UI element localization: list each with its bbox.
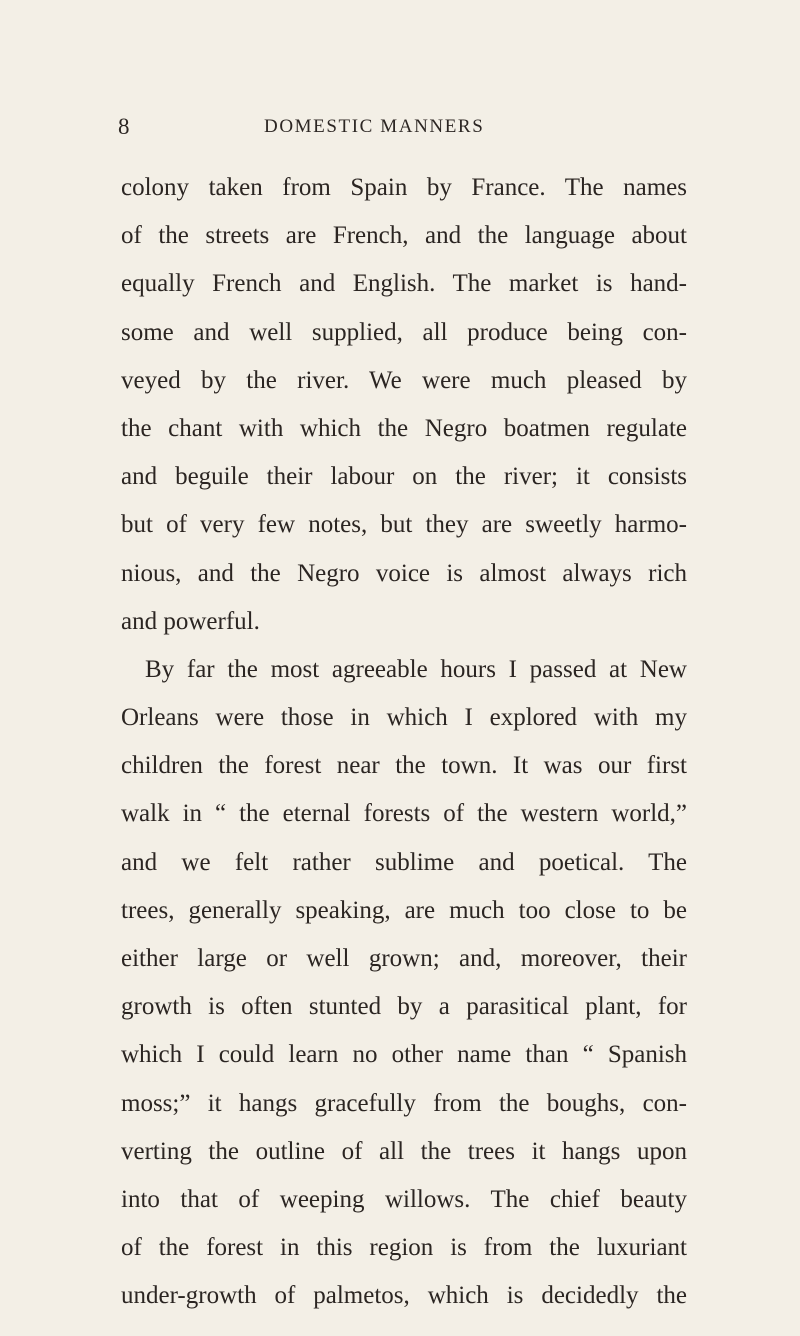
text-line: children the forest near the town. It was our first [121, 752, 687, 780]
page-number: 8 [118, 114, 130, 139]
text-line: of the forest in this region is from the luxuriant [121, 1234, 687, 1262]
text-line: moss;” it hangs gracefully from the boughs, con- [121, 1089, 687, 1117]
text-line: Orleans were those in which I explored with my [121, 704, 687, 732]
text-line: either large or well grown; and, moreover, their [121, 945, 687, 972]
text-line: walk in “ the eternal forests of the western world,” [121, 800, 687, 828]
text-line: under-growth of palmetos, which is decidedly the [121, 1282, 687, 1310]
page-header [118, 112, 678, 142]
text-line: verting the outline of all the trees it hangs upon [121, 1137, 687, 1165]
text-line: veyed by the river. We were much pleased by [121, 366, 687, 394]
text-line: of the streets are French, and the language about [121, 222, 687, 250]
text-line: growth is often stunted by a parasitical plant, for [121, 993, 687, 1021]
body-text [121, 164, 687, 1321]
text-line: trees, generally speaking, are much too close to be [121, 896, 687, 924]
text-line: and beguile their labour on the river; it consists [121, 463, 687, 491]
text-line: colony taken from Spain by France. The names [121, 174, 687, 201]
text-line: equally French and English. The market is hand- [121, 270, 687, 298]
text-line: nious, and the Negro voice is almost always rich [121, 559, 687, 587]
running-head: DOMESTIC MANNERS [264, 116, 485, 137]
paragraph-start-line: By far the most agreeable hours I passed at New [145, 655, 687, 683]
paragraph-end-line: and powerful. [121, 607, 260, 635]
text-line: which I could learn no other name than “ Spanish [121, 1041, 687, 1069]
text-line: and we felt rather sublime and poetical. The [121, 848, 687, 876]
text-line: but of very few notes, but they are sweetly harmo- [121, 511, 687, 539]
text-line: into that of weeping willows. The chief beauty [121, 1185, 687, 1213]
text-line: some and well supplied, all produce being con- [121, 318, 687, 346]
text-line: the chant with which the Negro boatmen regulate [121, 414, 687, 442]
